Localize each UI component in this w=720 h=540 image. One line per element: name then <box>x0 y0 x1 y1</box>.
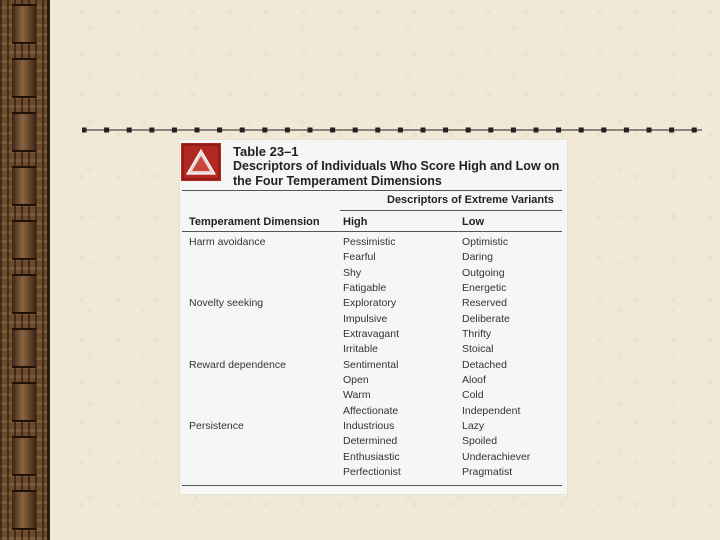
column-header-dimension: Temperament Dimension <box>189 216 320 228</box>
row-high: Fatigable <box>343 282 387 294</box>
group-header: Descriptors of Extreme Variants <box>387 194 554 206</box>
column-header-rule <box>182 231 562 232</box>
row-dimension: Reward dependence <box>189 359 286 371</box>
row-high: Determined <box>343 435 398 447</box>
row-high: Pessimistic <box>343 236 396 248</box>
table-title: Descriptors of Individuals Who Score High and Low on the Four Temperament Dimensions <box>233 159 560 188</box>
row-high: Industrious <box>343 420 395 432</box>
row-low: Optimistic <box>462 236 509 248</box>
row-high: Perfectionist <box>343 466 401 478</box>
row-low: Lazy <box>462 420 485 432</box>
row-low: Underachiever <box>462 451 531 463</box>
row-high: Impulsive <box>343 313 388 325</box>
row-high: Enthusiastic <box>343 451 400 463</box>
row-low: Aloof <box>462 374 486 386</box>
row-high: Shy <box>343 267 362 279</box>
row-dimension: Persistence <box>189 420 244 432</box>
row-high: Affectionate <box>343 405 399 417</box>
row-low: Pragmatist <box>462 466 513 478</box>
row-low: Stoical <box>462 343 494 355</box>
row-low: Spoiled <box>462 435 498 447</box>
row-dimension: Harm avoidance <box>189 236 266 248</box>
row-high: Extravagant <box>343 328 400 340</box>
row-low: Outgoing <box>462 267 505 279</box>
row-low: Reserved <box>462 297 507 309</box>
row-high: Fearful <box>343 251 376 263</box>
header-rule-top <box>182 190 562 191</box>
triangle-logo-icon <box>181 143 221 181</box>
row-high: Open <box>343 374 369 386</box>
row-high: Sentimental <box>343 359 399 371</box>
table-bottom-rule <box>182 485 562 486</box>
table-panel <box>180 140 567 494</box>
row-low: Cold <box>462 389 484 401</box>
row-dimension: Novelty seeking <box>189 297 264 309</box>
row-high: Exploratory <box>343 297 397 309</box>
column-header-high: High <box>343 216 368 228</box>
row-high: Irritable <box>343 343 379 355</box>
row-low: Thrifty <box>462 328 492 340</box>
decorative-dotted-rule <box>82 124 702 136</box>
column-header-low: Low <box>462 216 484 228</box>
row-low: Deliberate <box>462 313 510 325</box>
decorative-side-border <box>0 0 50 540</box>
table-number: Table 23–1 <box>233 144 299 159</box>
row-high: Warm <box>343 389 371 401</box>
row-low: Detached <box>462 359 507 371</box>
row-low: Energetic <box>462 282 507 294</box>
border-rail <box>12 0 36 540</box>
group-header-rule <box>340 210 562 211</box>
row-low: Daring <box>462 251 493 263</box>
row-low: Independent <box>462 405 521 417</box>
